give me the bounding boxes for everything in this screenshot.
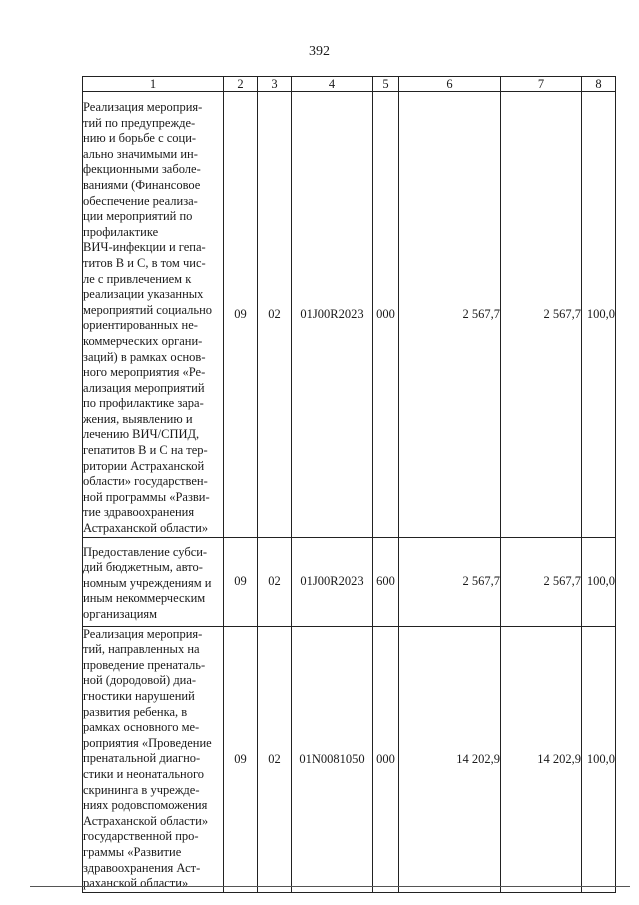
header-col-5: 5 (373, 77, 399, 92)
execution-percent: 100,0 (582, 537, 616, 626)
target-article-code: 01J00R2023 (292, 92, 373, 538)
execution-percent: 100,0 (582, 626, 616, 892)
planned-amount: 2 567,7 (399, 537, 501, 626)
table-row (83, 92, 616, 538)
table-row (83, 626, 616, 892)
header-col-4: 4 (292, 77, 373, 92)
executed-amount: 2 567,7 (501, 92, 582, 538)
execution-percent: 100,0 (582, 92, 616, 538)
expense-type-code: 000 (373, 92, 399, 538)
executed-amount: 14 202,9 (501, 626, 582, 892)
table-row (83, 537, 616, 626)
section-code: 09 (224, 92, 258, 538)
header-row (83, 77, 616, 92)
expense-type-code: 000 (373, 626, 399, 892)
planned-amount: 2 567,7 (399, 92, 501, 538)
target-article-code: 01J00R2023 (292, 537, 373, 626)
header-col-3: 3 (258, 77, 292, 92)
subsection-code: 02 (258, 537, 292, 626)
item-name: Предоставление субси- дий бюджетным, авто- номным учреждениям и иным некоммерческим организациям (83, 537, 224, 626)
planned-amount: 14 202,9 (399, 626, 501, 892)
section-code: 09 (224, 626, 258, 892)
header-col-8: 8 (582, 77, 616, 92)
executed-amount: 2 567,7 (501, 537, 582, 626)
header-col-7: 7 (501, 77, 582, 92)
expense-type-code: 600 (373, 537, 399, 626)
page-number: 392 (309, 44, 330, 59)
item-name: Реализация мероприя- тий, направленных на проведение пренаталь- ной (дородовой) диа- гностики нарушений развития ребенка, в рамках основного ме- роприятия «Проведение пренатальной диагно- стики и неонатального скрининга в учрежде- ниях родовспоможения Астраханской области» государственной про- граммы «Развитие здравоохранения Аст- раханской области» (83, 626, 224, 892)
target-article-code: 01N0081050 (292, 626, 373, 892)
header-col-2: 2 (224, 77, 258, 92)
header-col-1: 1 (83, 77, 224, 92)
section-code: 09 (224, 537, 258, 626)
subsection-code: 02 (258, 92, 292, 538)
header-col-6: 6 (399, 77, 501, 92)
item-name: Реализация мероприя- тий по предупрежде- нию и борьбе с соци- ально значимыми ин- фекционными заболе- ваниями (Финансовое обеспечение реализа- ции мероприятий по профилактике ВИЧ-инфекции и гепа- титов В и С, в том чис- ле с привлечением к реализации указанных мероприятий социально ориентированных не- коммерческих органи- заций) в рамках основ- ного мероприятия «Ре- ализация мероприятий по профилактике зара- жения, выявлению и лечению ВИЧ/СПИД, гепатитов В и С на тер- ритории Астраханской области» государствен- ной программы «Разви- тие здравоохранения Астраханской области» (83, 92, 224, 538)
budget-table (82, 76, 616, 893)
subsection-code: 02 (258, 626, 292, 892)
page-bottom-divider (30, 886, 630, 887)
